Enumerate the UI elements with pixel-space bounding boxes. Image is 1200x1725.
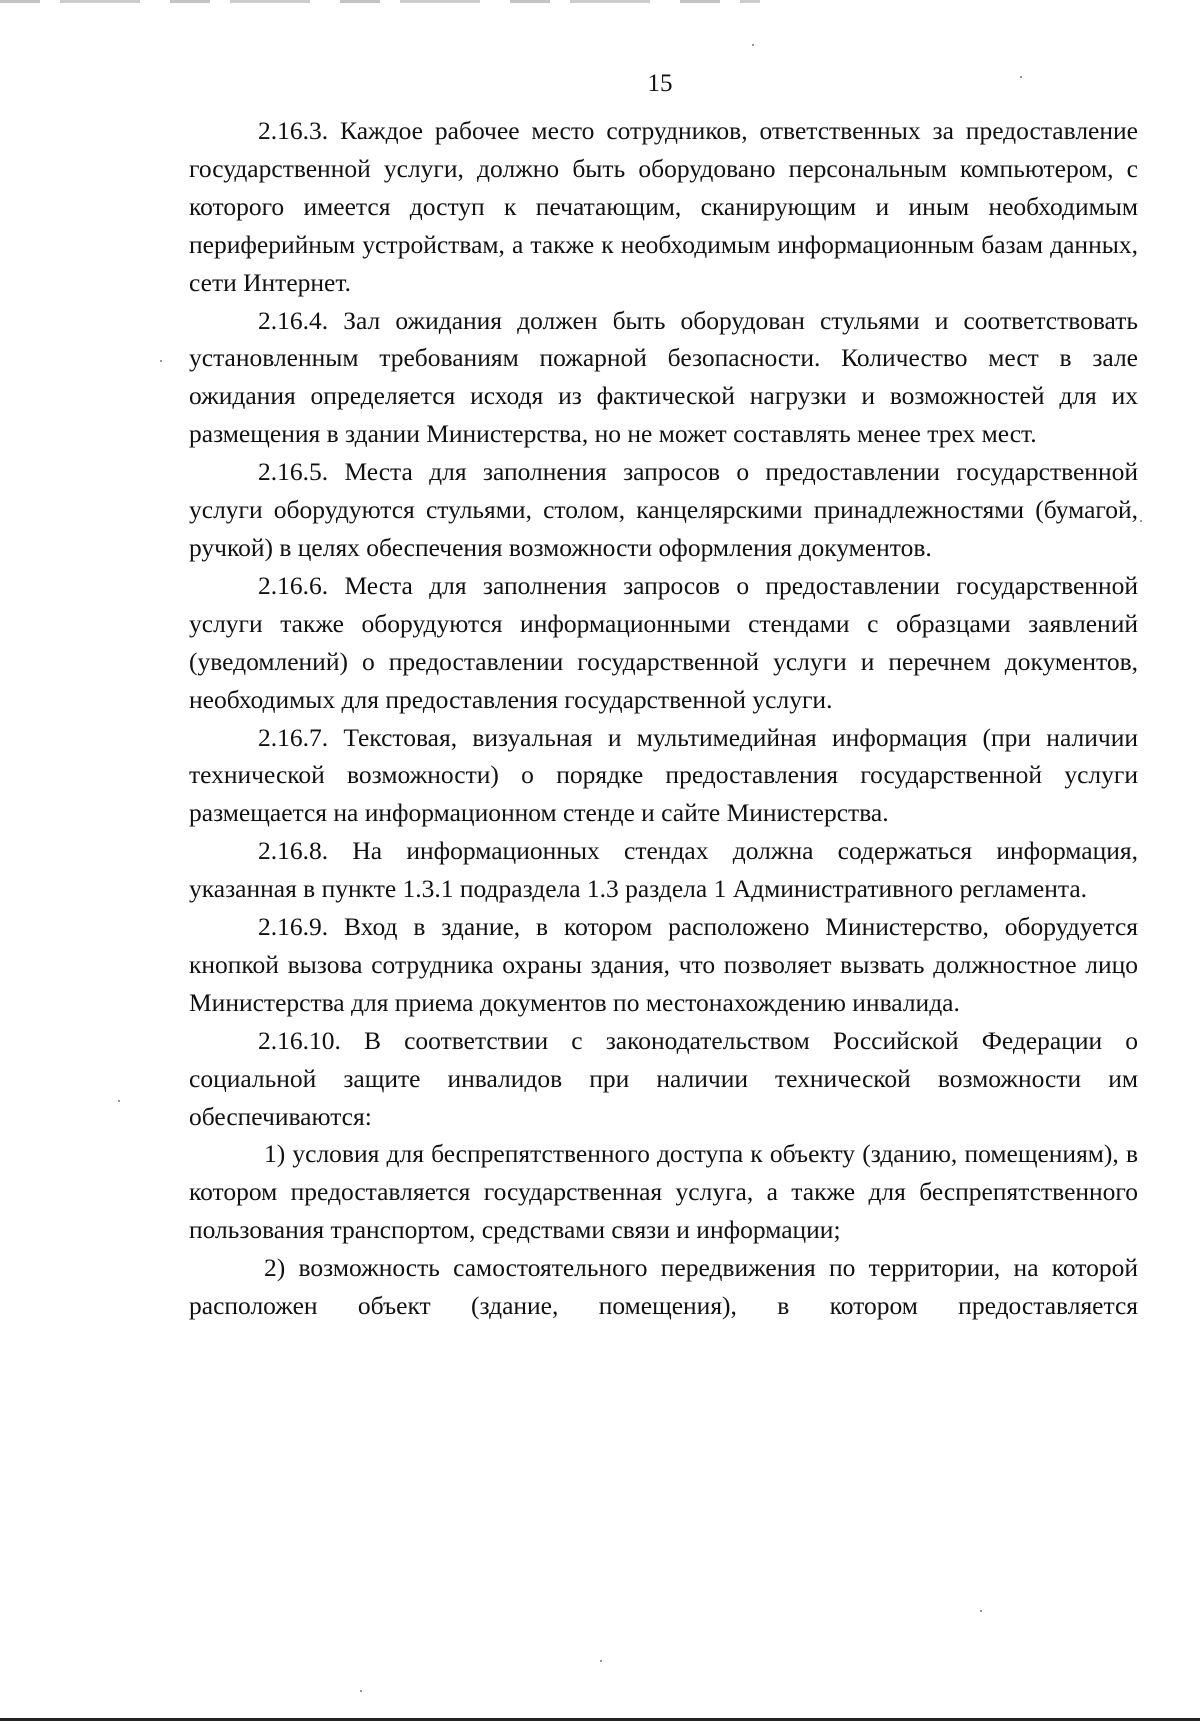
list-item-2: 2) возможность самостоятельного передвижения по территории, на которой расположен объект (здание, помещения), в котором предоставляется <box>189 1253 1138 1321</box>
page-number: 15 <box>647 70 673 97</box>
paragraph-2-16-3: 2.16.3. Каждое рабочее место сотрудников, ответственных за предоставление государственной услуги, должно быть оборудовано персональным компьютером, с которого имеется доступ к печатающим, сканирующим и иным необходимым периферийным устройствам, а также к необходимым информационным базам данных, сети Интернет. <box>189 116 1138 297</box>
scan-speck <box>160 360 162 362</box>
scan-speck <box>118 1100 120 1102</box>
paragraph-2-16-10: 2.16.10. В соответствии с законодательством Российской Федерации о социальной защите инвалидов при наличии технической возможности им обеспечиваются: <box>189 1025 1138 1131</box>
scan-speck <box>600 1660 602 1662</box>
document-body <box>189 112 1138 1325</box>
scan-speck <box>980 1610 982 1612</box>
paragraph-2-16-7: 2.16.7. Текстовая, визуальная и мультимедийная информация (при наличии технической возможности) о порядке предоставления государственной услуги размещается на информационном стенде и сайте Министерства. <box>189 722 1138 828</box>
scan-speck <box>1020 76 1022 78</box>
paragraph-2-16-8: 2.16.8. На информационных стендах должна содержаться информация, указанная в пункте 1.3.1 подраздела 1.3 раздела 1 Административного регламента. <box>189 836 1138 904</box>
scan-bottom-edge <box>0 1718 1200 1721</box>
paragraph-2-16-5: 2.16.5. Места для заполнения запросов о предоставлении государственной услуги оборудуются стульями, столом, канцелярскими принадлежностями (бумагой, ручкой) в целях обеспечения возможности оформления документов. <box>189 457 1138 562</box>
scan-top-edge <box>0 0 760 3</box>
paragraph-2-16-6: 2.16.6. Места для заполнения запросов о предоставлении государственной услуги также оборудуются информационными стендами с образцами заявлений (уведомлений) о предоставлении государственной услуги и перечнем документов, необходимых для предоставления государственной услуги. <box>189 570 1138 714</box>
paragraph-2-16-4: 2.16.4. Зал ожидания должен быть оборудован стульями и соответствовать установленным требованиям пожарной безопасности. Количество мест в зале ожидания определяется исходя из фактической нагрузки и возможностей для их размещения в здании Министерства, но не может составлять менее трех мест. <box>189 305 1138 449</box>
paragraph-2-16-9: 2.16.9. Вход в здание, в котором расположено Министерство, оборудуется кнопкой вызова сотрудника охраны здания, что позволяет вызвать должностное лицо Министерства для приема документов по местонахождению инвалида. <box>189 912 1138 1017</box>
list-item-1: 1) условия для беспрепятственного доступа к объекту (зданию, помещениям), в котором предоставляется государственная услуга, а также для беспрепятственного пользования транспортом, средствами связи и информации; <box>189 1139 1138 1245</box>
scan-speck <box>752 44 754 46</box>
scan-speck <box>1140 520 1142 522</box>
scan-speck <box>360 1690 362 1692</box>
